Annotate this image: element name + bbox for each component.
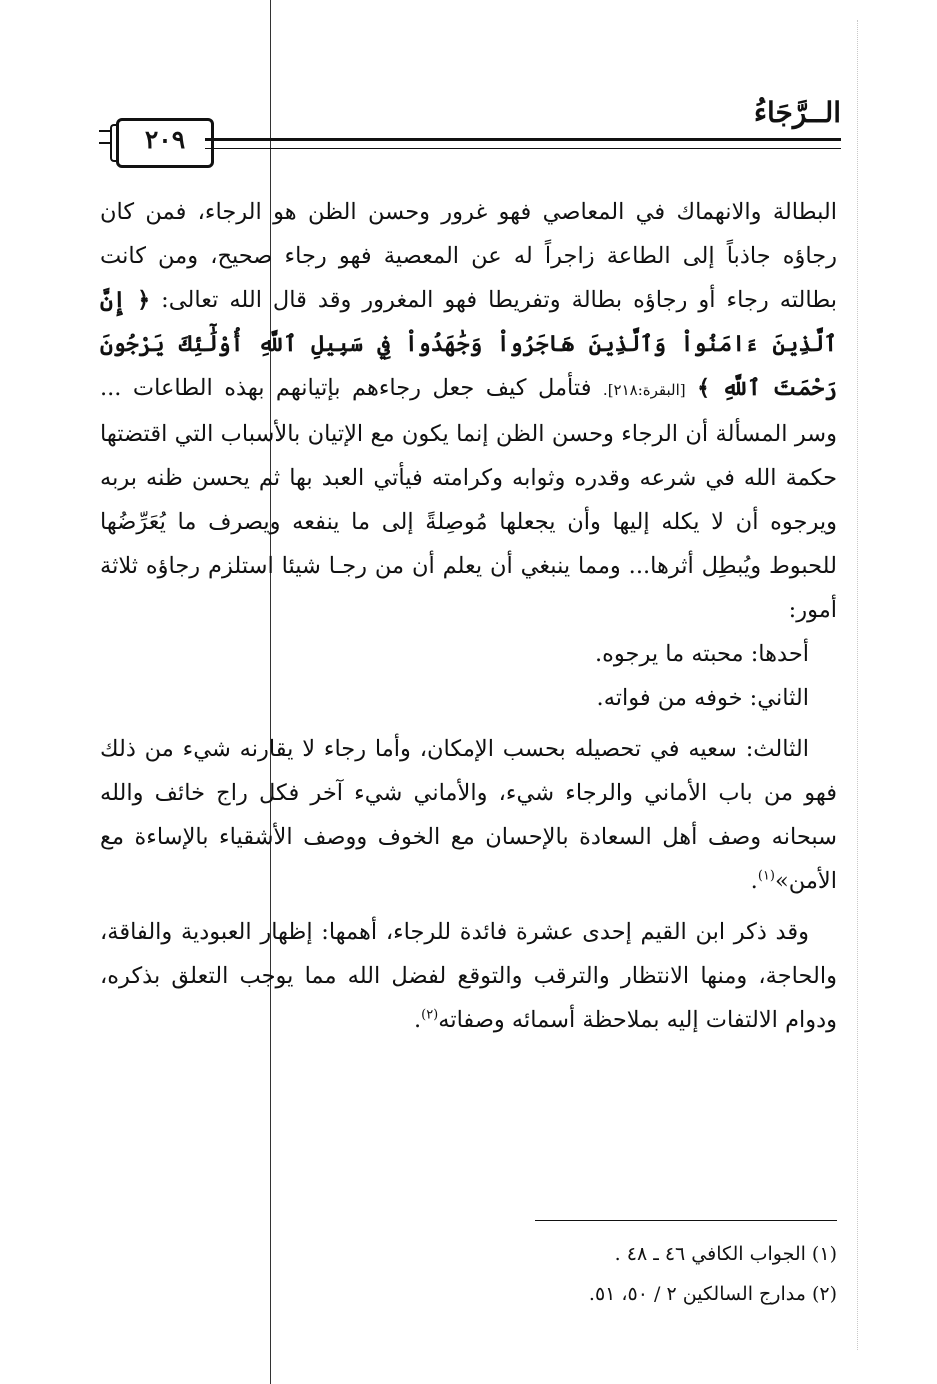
quran-verse: ﴿ إِنَّ ٱلَّذِينَ ءَامَنُواْ وَٱلَّذِينَ هَاجَرُواْ وَجَٰهَدُواْ فِي سَبِيلِ ٱللَّهِ أُوْلَٰٓئِكَ يَرْجُونَ رَحْمَتَ ٱللَّهِ ﴾ bbox=[100, 287, 838, 401]
page-number-frame bbox=[116, 118, 214, 168]
paragraph-1-continuation: فتأمل كيف جعل رجاءهم بإتيانهم بهذه الطاعات ... وسر المسألة أن الرجاء وحسن الظن إنما يكون مع الإتيان بالأسباب التي اقتضتها حكمة الله في شرعه وقدره وثوابه وكرامته فيأتي العبد بها ثم يحسن ظنه بربه ويرجوه أن لا يكله إليها وأن يجعلها مُوصِلةً إلى ما ينفعه ويصرف ما يُعَرِّضُها للحبوط ويُبطِل أثرها... ومما ينبغي أن يعلم أن من رجـا شيئا استلزم رجاؤه ثلاثة أمور: bbox=[100, 375, 837, 623]
scan-artifact-dots bbox=[857, 20, 858, 1350]
list-item-2: الثاني: خوفه من فواته. bbox=[596, 685, 809, 711]
paragraph-2-end: . bbox=[413, 1007, 422, 1033]
paragraph-1 bbox=[100, 190, 837, 632]
footnotes bbox=[437, 1234, 837, 1314]
header-rule bbox=[205, 138, 841, 149]
running-title: الــرَّجَاءُ bbox=[753, 96, 841, 129]
page-number: ٢٠٩ bbox=[144, 125, 186, 154]
paragraph-2 bbox=[100, 910, 837, 1042]
list-item-3-text: الثالث: سعيه في تحصيله بحسب الإمكان، وأما رجاء لا يقارنه شيء من ذلك فهو من باب الأماني والرجاء شيء، والأماني شيء آخر فكل راج خائف والله سبحانه وصف أهل السعادة بالإحسان مع الخوف ووصف الأشقياء بالإساءة مع الأمن» bbox=[100, 736, 837, 894]
verse-reference: [البقرة:٢١٨]. bbox=[602, 381, 686, 399]
body-text bbox=[100, 190, 837, 1042]
list-item-3 bbox=[100, 727, 837, 903]
list-item-1: أحدها: محبته ما يرجوه. bbox=[594, 641, 809, 667]
footnote-2: (٢) مدارج السالكين ٢ / ٥٠، ٥١. bbox=[588, 1283, 837, 1305]
footnote-ref-1: (١) bbox=[757, 868, 775, 884]
footnote-1: (١) الجواب الكافي ٤٦ ـ ٤٨ . bbox=[614, 1243, 837, 1265]
footnote-ref-2: (٢) bbox=[421, 1007, 439, 1023]
footnote-separator bbox=[535, 1220, 837, 1221]
paragraph-2-text: وقد ذكر ابن القيم إحدى عشرة فائدة للرجاء، أهمها: إظهار العبودية والفاقة، والحاجة، ومنها الانتظار والترقب والتوقع لفضل الله مما يوجب التعلق بذكره، ودوام الالتفات إليه بملاحظة أسمائه وصفاته bbox=[100, 919, 837, 1033]
paragraph-1-text: البطالة والانهماك في المعاصي فهو غرور وحسن الظن هو الرجاء، فمن كان رجاؤه جاذباً إلى الطاعة زاجراً له عن المعصية فهو رجاء صحيح، ومن كانت بطالته رجاء أو رجاؤه بطالة وتفريطا فهو المغرور وقد قال الله تعالى: bbox=[100, 199, 837, 313]
list-item-3-end: . bbox=[750, 868, 758, 894]
